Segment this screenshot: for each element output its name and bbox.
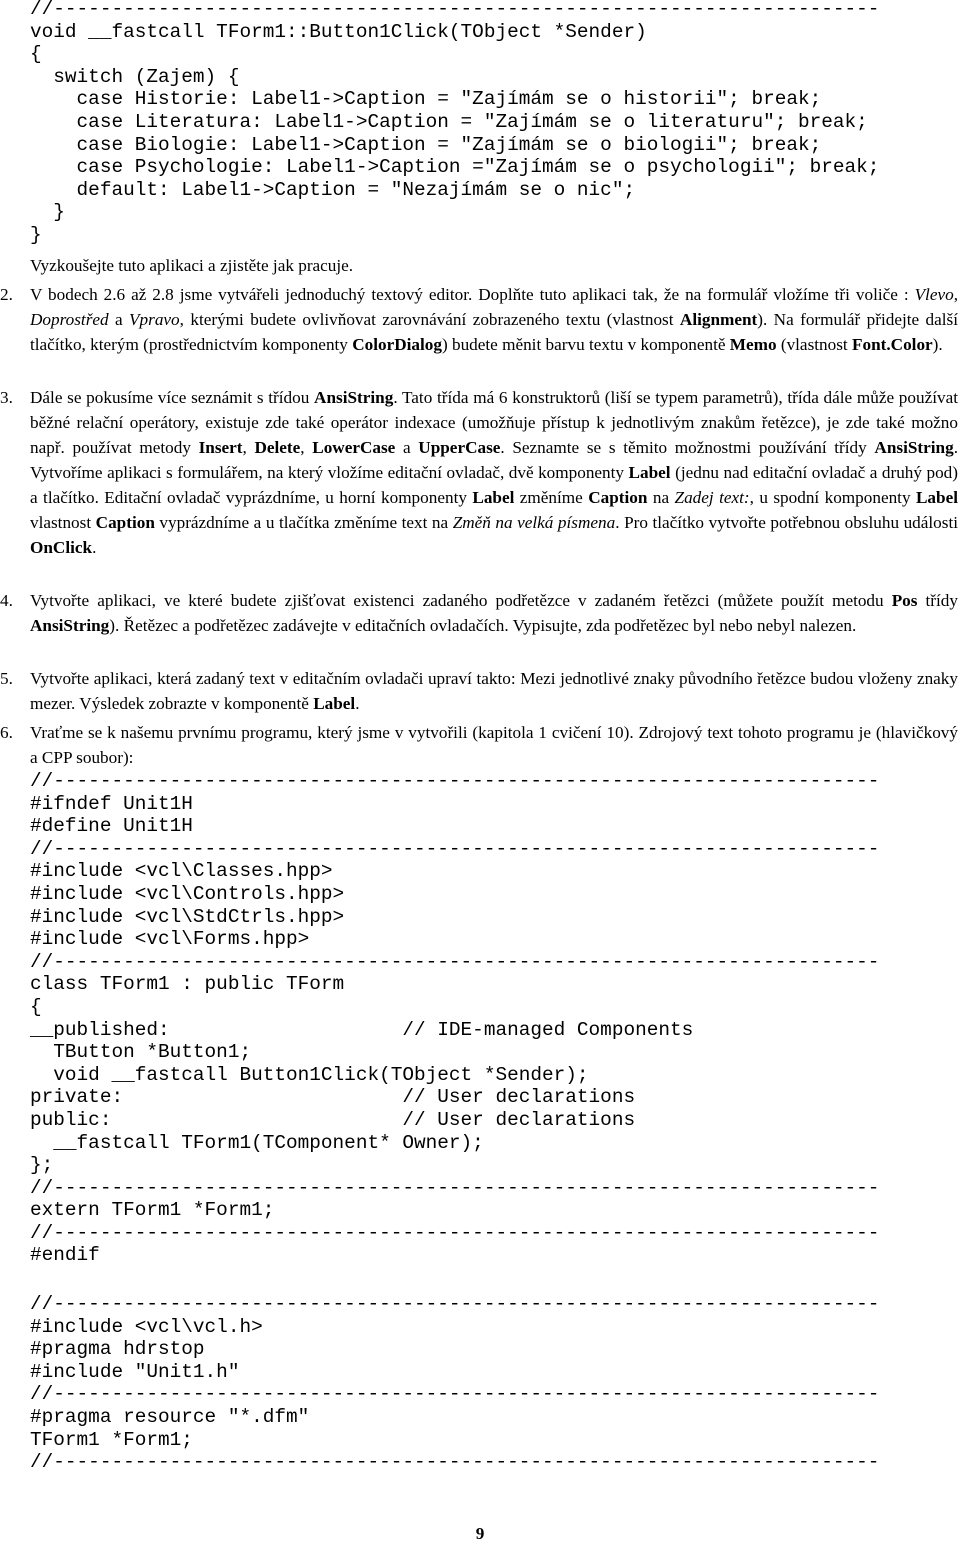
- text-run: Vytvořte aplikaci, která zadaný text v editačním ovladači upraví takto: Mezi jednotlivé znaky původního řetězce budou vloženy znaky mezer. Výsledek zobrazte v komponentě: [30, 669, 958, 713]
- exercise-4: [0, 588, 958, 638]
- italic-term: Vpravo: [129, 310, 180, 329]
- bold-term: Alignment: [679, 310, 758, 329]
- code-line: case Historie: Label1->Caption = "Zajímám se o historii"; break;: [30, 88, 822, 111]
- code-line: //-----------------------------------------------------------------------: [30, 1383, 880, 1406]
- italic-term: Doprostřed: [30, 310, 109, 329]
- text-run: ). Řetězec a podřetězec zadávejte v editačních ovladačích. Vypisujte, zda podřetězec byl nebo nebyl nalezen.: [109, 616, 857, 635]
- exercise-text: [30, 588, 958, 638]
- text-run: třídy: [917, 591, 958, 610]
- code-line: void __fastcall TForm1::Button1Click(TObject *Sender): [30, 20, 647, 43]
- bold-term: Insert: [198, 438, 243, 457]
- exercise-text: [30, 666, 958, 716]
- text-run: ,: [953, 285, 958, 304]
- bold-term: Label: [472, 488, 515, 507]
- code-line: #include <vcl\vcl.h>: [30, 1315, 263, 1338]
- code-line: case Biologie: Label1->Caption = "Zajímám se o biologii"; break;: [30, 133, 822, 156]
- text-run: na: [647, 488, 675, 507]
- exercise-text: [30, 385, 958, 560]
- code-listing-button-click: [30, 0, 879, 247]
- code-line: //-----------------------------------------------------------------------: [30, 770, 880, 792]
- code-line: public: // User declarations: [30, 1108, 636, 1131]
- code-line: TForm1 *Form1;: [30, 1428, 193, 1451]
- code-line: //-----------------------------------------------------------------------: [30, 0, 880, 20]
- text-run: ). Na formulář přidejte další tlačítko, kterým (prostřednictvím komponenty: [30, 310, 958, 354]
- code-listing-header-file: [30, 770, 879, 1267]
- bold-term: AnsiString: [874, 438, 954, 457]
- bold-term: AnsiString: [314, 388, 394, 407]
- text-run: (vlastnost: [776, 335, 852, 354]
- text-run: .: [92, 538, 97, 557]
- code-line: //-----------------------------------------------------------------------: [30, 1293, 880, 1315]
- code-line: case Literatura: Label1->Caption = "Zajímám se o literaturu"; break;: [30, 110, 868, 133]
- code-line: #include "Unit1.h": [30, 1360, 240, 1383]
- bold-term: Caption: [588, 488, 648, 507]
- exercise-number: 3.: [0, 388, 13, 407]
- exercise-number: 5.: [0, 669, 13, 688]
- exercise-text: [30, 282, 958, 357]
- code-line: TButton *Button1;: [30, 1041, 252, 1064]
- exercise-2: [0, 282, 958, 357]
- code-line: #include <vcl\Forms.hpp>: [30, 928, 310, 951]
- italic-term: Zadej text:: [674, 488, 750, 507]
- code-line: switch (Zajem) {: [30, 65, 240, 88]
- code-line: {: [30, 43, 42, 66]
- bold-term: ColorDialog: [352, 335, 442, 354]
- bold-term: UpperCase: [418, 438, 501, 457]
- exercise-text: [30, 720, 958, 770]
- bold-term: AnsiString: [30, 616, 110, 635]
- code-line: //-----------------------------------------------------------------------: [30, 1451, 880, 1474]
- code-line: case Psychologie: Label1->Caption ="Zajímám se o psychologii"; break;: [30, 156, 880, 179]
- code-line: #pragma resource "*.dfm": [30, 1405, 310, 1428]
- text-run: . Tato třída má 6 konstruktorů (liší se typem parametrů), třída dále může používat běžné relační operátory, existuje zde také operátor indexace (umožňuje přístup k jednotlivým znakům řetězce), je zde také možno např. používat metody: [30, 388, 958, 457]
- bold-term: Label: [915, 488, 958, 507]
- text-run: ,: [300, 438, 313, 457]
- bold-term: Label: [628, 463, 671, 482]
- text-run: (jednu nad editační ovladač a druhý pod) a tlačítko. Editační ovladač vyprázdníme, u horní komponenty: [30, 463, 958, 507]
- code-line: private: // User declarations: [30, 1086, 636, 1109]
- code-line: };: [30, 1154, 54, 1177]
- exercise-number: 6.: [0, 723, 13, 742]
- code-line: }: [30, 223, 42, 246]
- code-line: //-----------------------------------------------------------------------: [30, 1221, 880, 1244]
- bold-term: Memo: [729, 335, 777, 354]
- text-run: a: [108, 310, 130, 329]
- instruction-line: Vyzkoušejte tuto aplikaci a zjistěte jak pracuje.: [30, 256, 354, 275]
- text-run: ).: [932, 335, 943, 354]
- exercise-number: 2.: [0, 285, 13, 304]
- text-run: ,: [242, 438, 255, 457]
- bold-term: OnClick: [30, 538, 93, 557]
- bold-term: Delete: [254, 438, 301, 457]
- code-line: #define Unit1H: [30, 815, 193, 838]
- text-run: . Vytvoříme aplikaci s formulářem, na který vložíme editační ovladač, dvě komponenty: [30, 438, 958, 482]
- code-line: class TForm1 : public TForm: [30, 973, 345, 996]
- code-line: #pragma hdrstop: [30, 1338, 205, 1361]
- code-line: extern TForm1 *Form1;: [30, 1199, 275, 1222]
- text-run: Vytvořte aplikaci, ve které budete zjišťovat existenci zadaného podřetězce v zadaném řetězci (můžete použít metodu: [30, 591, 892, 610]
- code-listing-cpp-file: [30, 1293, 879, 1474]
- exercise-3: [0, 385, 958, 560]
- code-line: default: Label1->Caption = "Nezajímám se o nic";: [30, 178, 636, 201]
- text-run: vlastnost: [30, 513, 96, 532]
- text-run: změníme: [514, 488, 589, 507]
- text-run: .: [355, 694, 360, 713]
- text-run: . Seznamte se s těmito možnostmi používání třídy: [500, 438, 875, 457]
- text-run: Vraťme se k našemu prvnímu programu, který jsme v vytvořili (kapitola 1 cvičení 10). Zdrojový text tohoto programu je (hlavičkový a CPP soubor):: [30, 723, 958, 767]
- text-run: vyprázdníme a u tlačítka změníme text na: [154, 513, 453, 532]
- code-line: }: [30, 201, 65, 224]
- text-run: , u spodní komponenty: [749, 488, 916, 507]
- italic-term: Vlevo: [914, 285, 954, 304]
- bold-term: Caption: [95, 513, 155, 532]
- italic-term: Změň na velká písmena: [452, 513, 616, 532]
- bold-term: Label: [313, 694, 356, 713]
- page-number: 9: [475, 1524, 485, 1543]
- text-run: V bodech 2.6 až 2.8 jsme vytvářeli jednoduchý textový editor. Doplňte tuto aplikaci tak, že na formulář vložíme tři voliče :: [30, 285, 915, 304]
- text-run: Dále se pokusíme více seznámit s třídou: [30, 388, 315, 407]
- code-line: __published: // IDE-managed Components: [30, 1018, 694, 1041]
- exercise-number: 4.: [0, 591, 13, 610]
- exercise-5: [0, 666, 958, 716]
- code-line: //-----------------------------------------------------------------------: [30, 950, 880, 973]
- text-run: a: [395, 438, 419, 457]
- code-line: {: [30, 995, 42, 1018]
- bold-term: Pos: [891, 591, 918, 610]
- code-line: #include <vcl\Controls.hpp>: [30, 882, 345, 905]
- bold-term: LowerCase: [312, 438, 396, 457]
- text-run: . Pro tlačítko vytvořte potřebnou obsluhu události: [615, 513, 958, 532]
- bold-term: Font.Color: [851, 335, 933, 354]
- code-line: #include <vcl\Classes.hpp>: [30, 860, 333, 883]
- code-line: #ifndef Unit1H: [30, 792, 193, 815]
- text-run: ) budete měnit barvu textu v komponentě: [441, 335, 730, 354]
- text-run: , kterými budete ovlivňovat zarovnávání zobrazeného textu (vlastnost: [179, 310, 680, 329]
- code-line: #include <vcl\StdCtrls.hpp>: [30, 905, 345, 928]
- code-line: __fastcall TForm1(TComponent* Owner);: [30, 1131, 484, 1154]
- code-line: void __fastcall Button1Click(TObject *Sender);: [30, 1063, 589, 1086]
- code-line: //-----------------------------------------------------------------------: [30, 1176, 880, 1199]
- exercise-6: [0, 720, 958, 770]
- code-line: //-----------------------------------------------------------------------: [30, 837, 880, 860]
- code-line: #endif: [30, 1244, 100, 1267]
